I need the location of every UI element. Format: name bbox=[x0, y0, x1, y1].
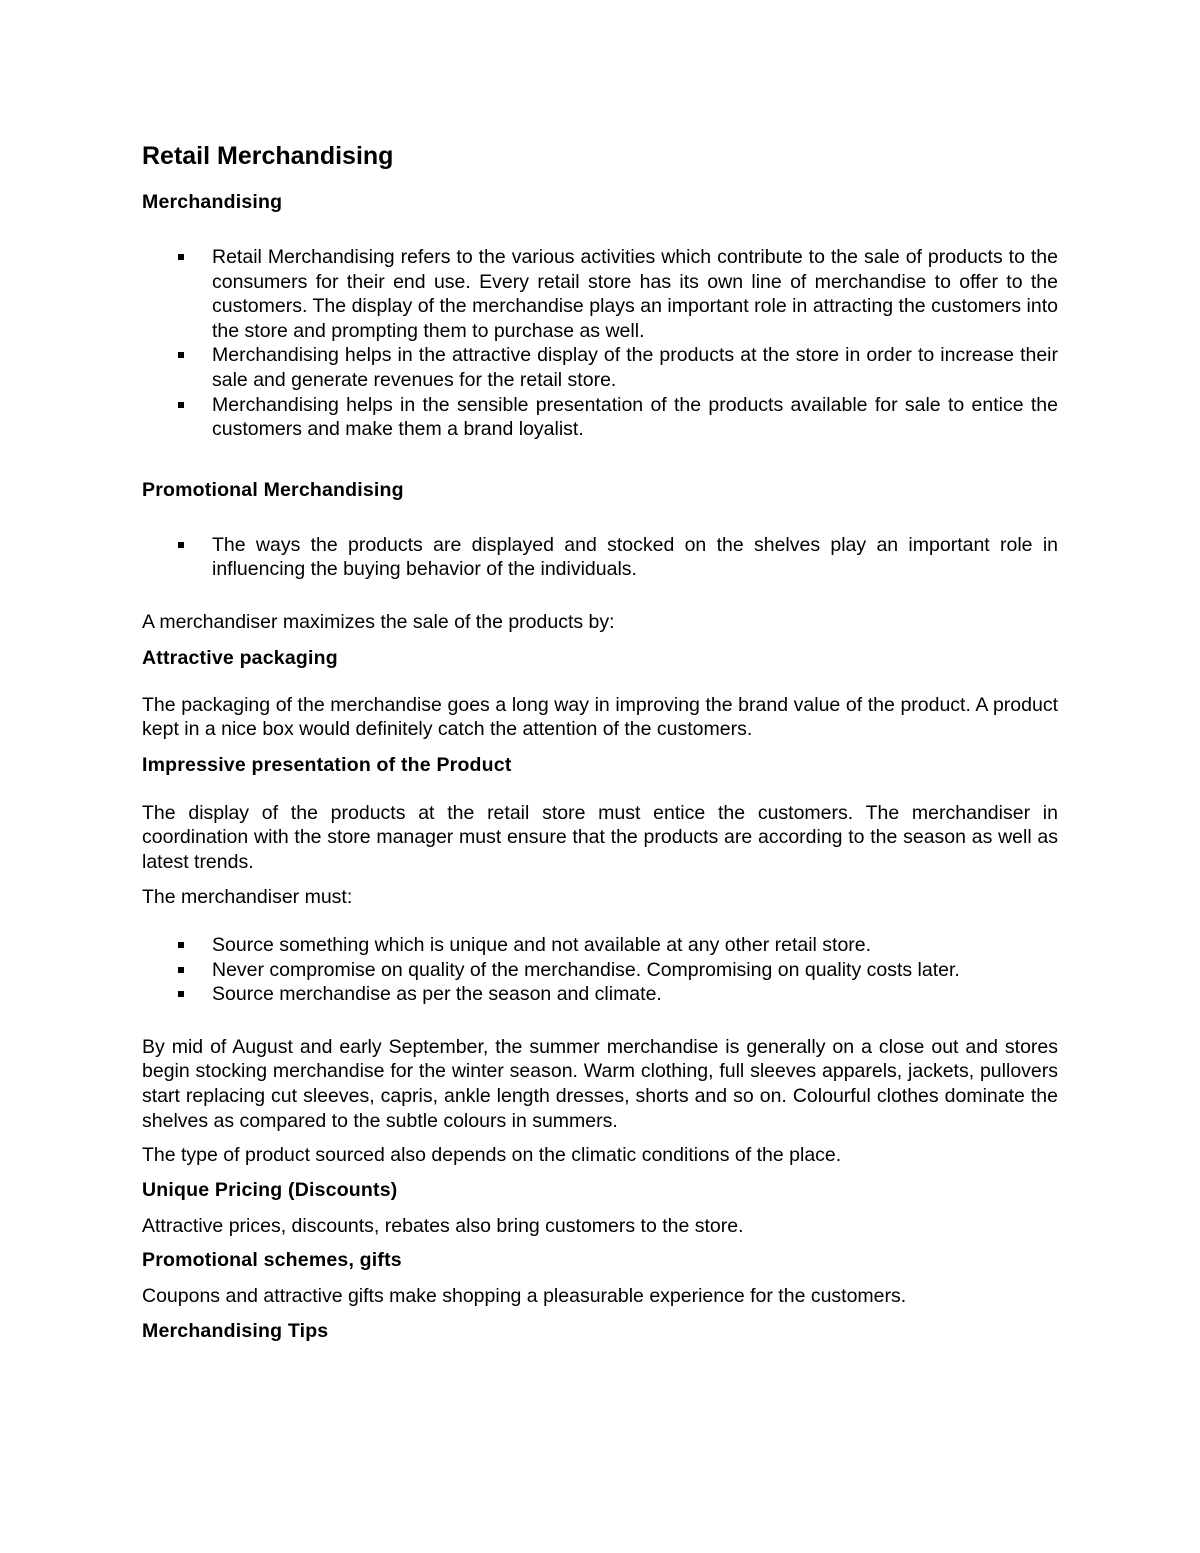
intro-paragraph: A merchandiser maximizes the sale of the products by: bbox=[142, 610, 615, 633]
bullet-icon bbox=[178, 942, 184, 948]
bullet-icon bbox=[178, 352, 184, 358]
merchandising-bullet-list bbox=[142, 245, 1058, 442]
promotional-bullet-list bbox=[142, 533, 1058, 582]
merchandiser-must-intro: The merchandiser must: bbox=[142, 885, 353, 908]
list-item-text: Never compromise on quality of the merchandise. Compromising on quality costs later. bbox=[212, 958, 960, 981]
pricing-paragraph: Attractive prices, discounts, rebates also bring customers to the store. bbox=[142, 1214, 744, 1237]
list-item bbox=[142, 245, 1058, 343]
list-item-text: Merchandising helps in the attractive display of the products at the store in order to increase their sale and generate revenues for the retail store. bbox=[212, 344, 1058, 391]
section-heading-impressive-presentation: Impressive presentation of the Product bbox=[142, 753, 512, 776]
schemes-paragraph: Coupons and attractive gifts make shopping a pleasurable experience for the customers. bbox=[142, 1285, 907, 1308]
section-heading-unique-pricing: Unique Pricing (Discounts) bbox=[142, 1178, 398, 1201]
list-item bbox=[142, 958, 1058, 983]
climate-paragraph: The type of product sourced also depends on the climatic conditions of the place. bbox=[142, 1144, 842, 1167]
bullet-icon bbox=[178, 991, 184, 997]
bullet-icon bbox=[178, 254, 184, 260]
list-item-text: Merchandising helps in the sensible presentation of the products available for sale to entice the customers and make them a brand loyalist. bbox=[212, 393, 1058, 441]
list-item-text: Retail Merchandising refers to the various activities which contribute to the sale of products to the consumers for their end use. Every retail store has its own line of merchandise to offer to the customers. The display of the merchandise plays an important role in attracting the customers into the store and prompting them to purchase as well. bbox=[212, 246, 1058, 342]
bullet-icon bbox=[178, 542, 184, 548]
section-heading-merchandising: Merchandising bbox=[142, 191, 283, 213]
merchandiser-must-list bbox=[142, 933, 1058, 1007]
list-item bbox=[142, 982, 1058, 1007]
section-heading-promotional-merchandising: Promotional Merchandising bbox=[142, 478, 404, 501]
packaging-paragraph: The packaging of the merchandise goes a long way in improving the brand value of the product. A product kept in a nice box would definitely catch the attention of the customers. bbox=[142, 693, 1058, 741]
list-item-text: The ways the products are displayed and stocked on the shelves play an important role in influencing the buying behavior of the individuals. bbox=[212, 533, 1058, 581]
season-paragraph: By mid of August and early September, the summer merchandise is generally on a close out and stores begin stocking merchandise for the winter season. Warm clothing, full sleeves apparels, jackets, pullovers start replacing cut sleeves, capris, ankle length dresses, shorts and so on. Colourful clothes dominate the shelves as compared to the subtle colours in summers. bbox=[142, 1035, 1058, 1132]
presentation-paragraph: The display of the products at the retail store must entice the customers. The merchandiser in coordination with the store manager must ensure that the products are according to the season as well as latest trends. bbox=[142, 801, 1058, 873]
list-item-text: Source merchandise as per the season and climate. bbox=[212, 983, 662, 1006]
list-item bbox=[142, 393, 1058, 442]
list-item bbox=[142, 343, 1058, 392]
document-page bbox=[142, 138, 1058, 1343]
bullet-icon bbox=[178, 402, 184, 408]
list-item bbox=[142, 533, 1058, 582]
document-title: Retail Merchandising bbox=[142, 142, 394, 170]
section-heading-merchandising-tips: Merchandising Tips bbox=[142, 1320, 329, 1343]
section-heading-promotional-schemes: Promotional schemes, gifts bbox=[142, 1249, 402, 1272]
bullet-icon bbox=[178, 967, 184, 973]
list-item-text: Source something which is unique and not available at any other retail store. bbox=[212, 934, 872, 957]
section-heading-attractive-packaging: Attractive packaging bbox=[142, 646, 338, 669]
list-item bbox=[142, 933, 1058, 958]
